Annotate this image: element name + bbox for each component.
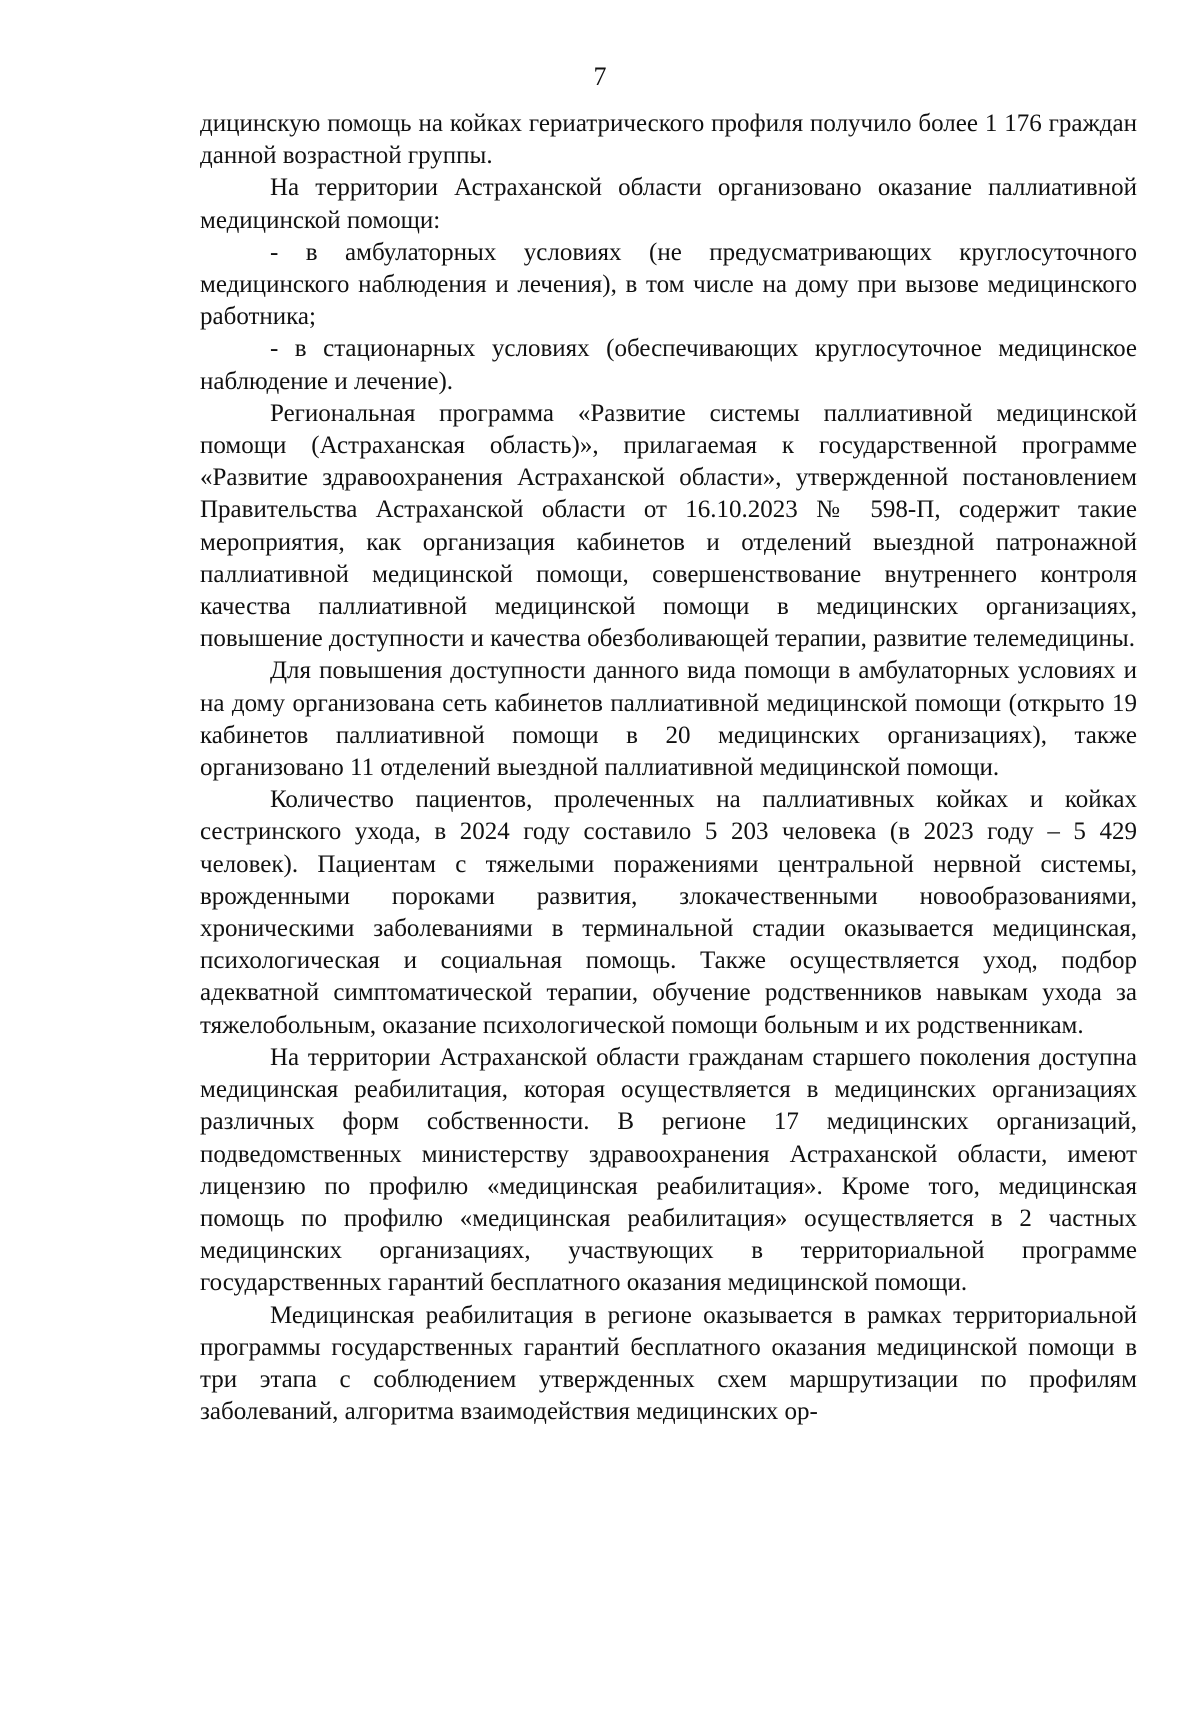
paragraph-regional-program: Региональная программа «Развитие системы паллиативной медицинской помощи (Астраханская область)», прилагаемая к государственной программе «Развитие здравоохранения Астраханской области», утвержденной постановлением Правительства Астраханской области от 16.10.2023 № 598-П, содержит такие мероприятия, как организация кабинетов и отделений выездной патронажной паллиативной медицинской помощи, совершенствование внутреннего контроля качества паллиативной медицинской помощи в медицинских организациях, повышение доступности и качества обезболивающей терапии, развитие телемедицины.: [200, 399, 1137, 653]
paragraph-accessibility: Для повышения доступности данного вида помощи в амбулаторных условиях и на дому организована сеть кабинетов паллиативной медицинской помощи (открыто 19 кабинетов паллиативной помощи в 20 медицинских организациях), также организовано 11 отделений выездной паллиативной медицинской помощи.: [200, 657, 1137, 782]
list-item-outpatient: - в амбулаторных условиях (не предусматривающих круглосуточного медицинского наблюдения и лечения), в том числе на дому при вызове медицинского работника;: [200, 238, 1137, 331]
page-number: 7: [593, 62, 607, 91]
document-body: [200, 108, 1137, 1428]
paragraph-patient-count: Количество пациентов, пролеченных на паллиативных койках и койках сестринского ухода, в 2024 году составило 5 203 человека (в 2023 году – 5 429 человек). Пациентам с тяжелыми поражениями центральной нервной системы, врожденными пороками развития, злокачественными новообразованиями, хроническими заболеваниями в терминальной стадии оказывается медицинская, психологическая и социальная помощь. Также осуществляется уход, подбор адекватной симптоматической терапии, обучение родственников навыкам ухода за тяжелобольным, оказание психологической помощи больным и их родственникам.: [200, 786, 1137, 1039]
list-item-inpatient: - в стационарных условиях (обеспечивающих круглосуточное медицинское наблюдение и лечение).: [200, 335, 1137, 395]
paragraph-continuation: дицинскую помощь на койках гериатрического профиля получило более 1 176 граждан данной возрастной группы.: [200, 110, 1137, 170]
paragraph-palliative-intro: На территории Астраханской области организовано оказание паллиативной медицинской помощи:: [200, 174, 1137, 234]
paragraph-rehabilitation: На территории Астраханской области гражданам старшего поколения доступна медицинская реабилитация, которая осуществляется в медицинских организациях различных форм собственности. В регионе 17 медицинских организаций, подведомственных министерству здравоохранения Астраханской области, имеют лицензию по профилю «медицинская реабилитация». Кроме того, медицинская помощь по профилю «медицинская реабилитация» осуществляется в 2 частных медицинских организациях, участвующих в территориальной программе государственных гарантий бесплатного оказания медицинской помощи.: [200, 1043, 1137, 1297]
paragraph-rehabilitation-stages: Медицинская реабилитация в регионе оказывается в рамках территориальной программы государственных гарантий бесплатного оказания медицинской помощи в три этапа с соблюдением утвержденных схем маршрутизации по профилям заболеваний, алгоритма взаимодействия медицинских ор-: [200, 1301, 1137, 1426]
